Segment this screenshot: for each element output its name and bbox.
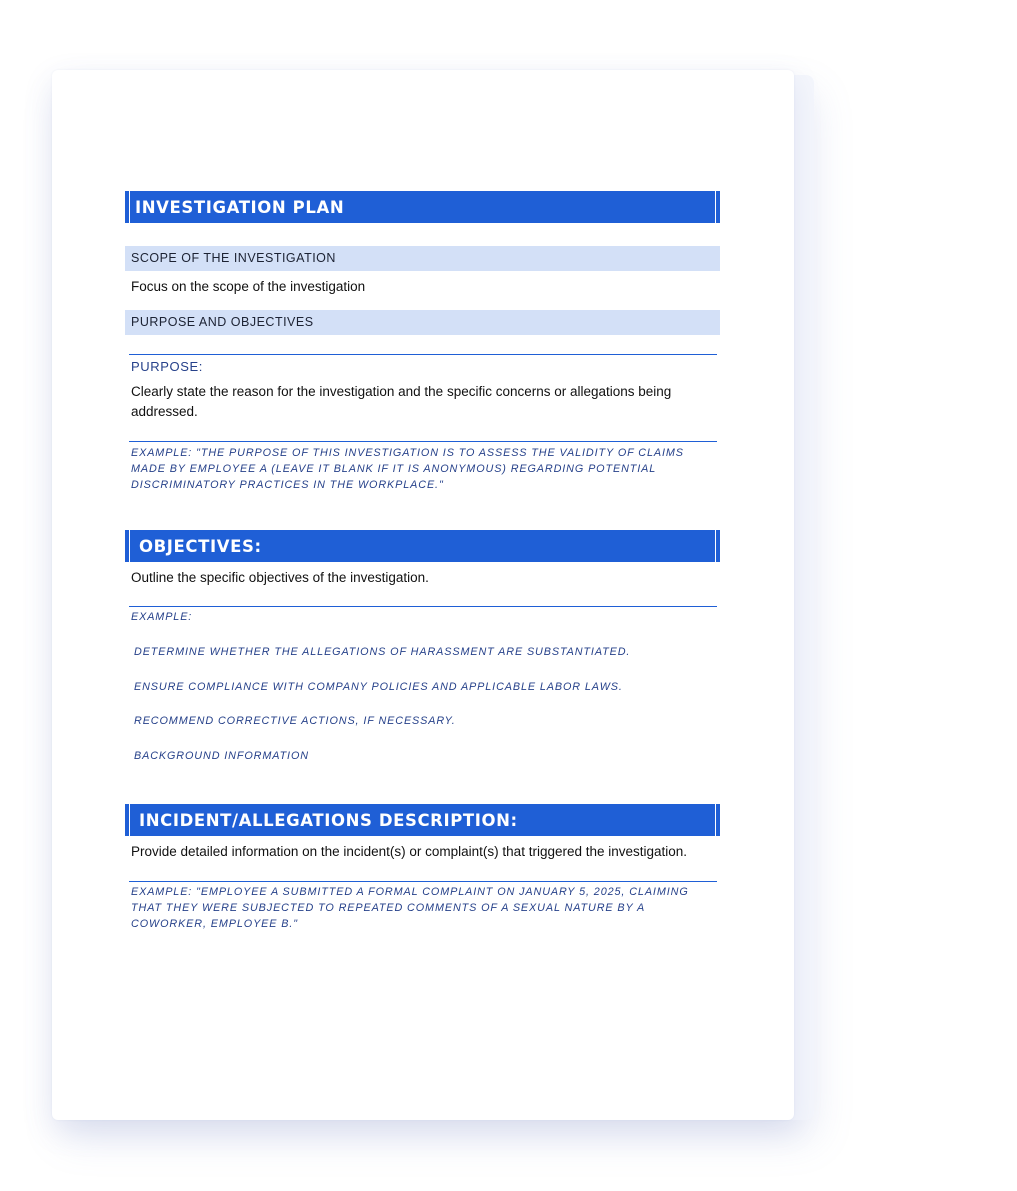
incident-example: EXAMPLE: "EMPLOYEE A SUBMITTED A FORMAL COMPLAINT ON JANUARY 5, 2025, CLAIMING THAT THEY WERE SUBJECTED TO REPEATED COMMENTS OF A SEXUAL NATURE BY A COWORKER, EMPLOYEE B." [131, 886, 689, 930]
section-header-investigation-plan [125, 191, 720, 223]
subsection-label: SCOPE OF THE INVESTIGATION [131, 251, 336, 265]
divider [129, 441, 717, 442]
divider [129, 881, 717, 882]
section-title: INVESTIGATION PLAN [135, 198, 345, 217]
subsection-scope [125, 246, 720, 271]
section-header-objectives [125, 530, 720, 562]
objective-example-item: RECOMMEND CORRECTIVE ACTIONS, IF NECESSARY. [134, 715, 456, 727]
incident-text: Provide detailed information on the incident(s) or complaint(s) that triggered the investigation. [131, 844, 688, 859]
purpose-text: Clearly state the reason for the investigation and the specific concerns or allegations being addressed. [131, 384, 672, 419]
divider [129, 354, 717, 355]
purpose-example: EXAMPLE: "THE PURPOSE OF THIS INVESTIGATION IS TO ASSESS THE VALIDITY OF CLAIMS MADE BY EMPLOYEE A (LEAVE IT BLANK IF IT IS ANONYMOUS) REGARDING POTENTIAL DISCRIMINATORY PRACTICES IN THE WORKPLACE." [131, 447, 684, 491]
divider [129, 606, 717, 607]
subsection-purpose-objectives [125, 310, 720, 335]
scope-text: Focus on the scope of the investigation [131, 279, 366, 294]
subsection-label: PURPOSE AND OBJECTIVES [131, 315, 314, 329]
objective-example-item: ENSURE COMPLIANCE WITH COMPANY POLICIES AND APPLICABLE LABOR LAWS. [134, 681, 623, 693]
objectives-example-label: EXAMPLE: [131, 611, 193, 623]
section-title: INCIDENT/ALLEGATIONS DESCRIPTION: [139, 811, 518, 830]
objective-example-item: DETERMINE WHETHER THE ALLEGATIONS OF HARASSMENT ARE SUBSTANTIATED. [134, 646, 631, 658]
section-header-incident [125, 804, 720, 836]
purpose-label: PURPOSE: [131, 359, 203, 374]
section-title: OBJECTIVES: [139, 537, 262, 556]
objective-example-item: BACKGROUND INFORMATION [134, 750, 309, 762]
document-page [52, 70, 794, 1120]
objectives-text: Outline the specific objectives of the investigation. [131, 570, 429, 585]
